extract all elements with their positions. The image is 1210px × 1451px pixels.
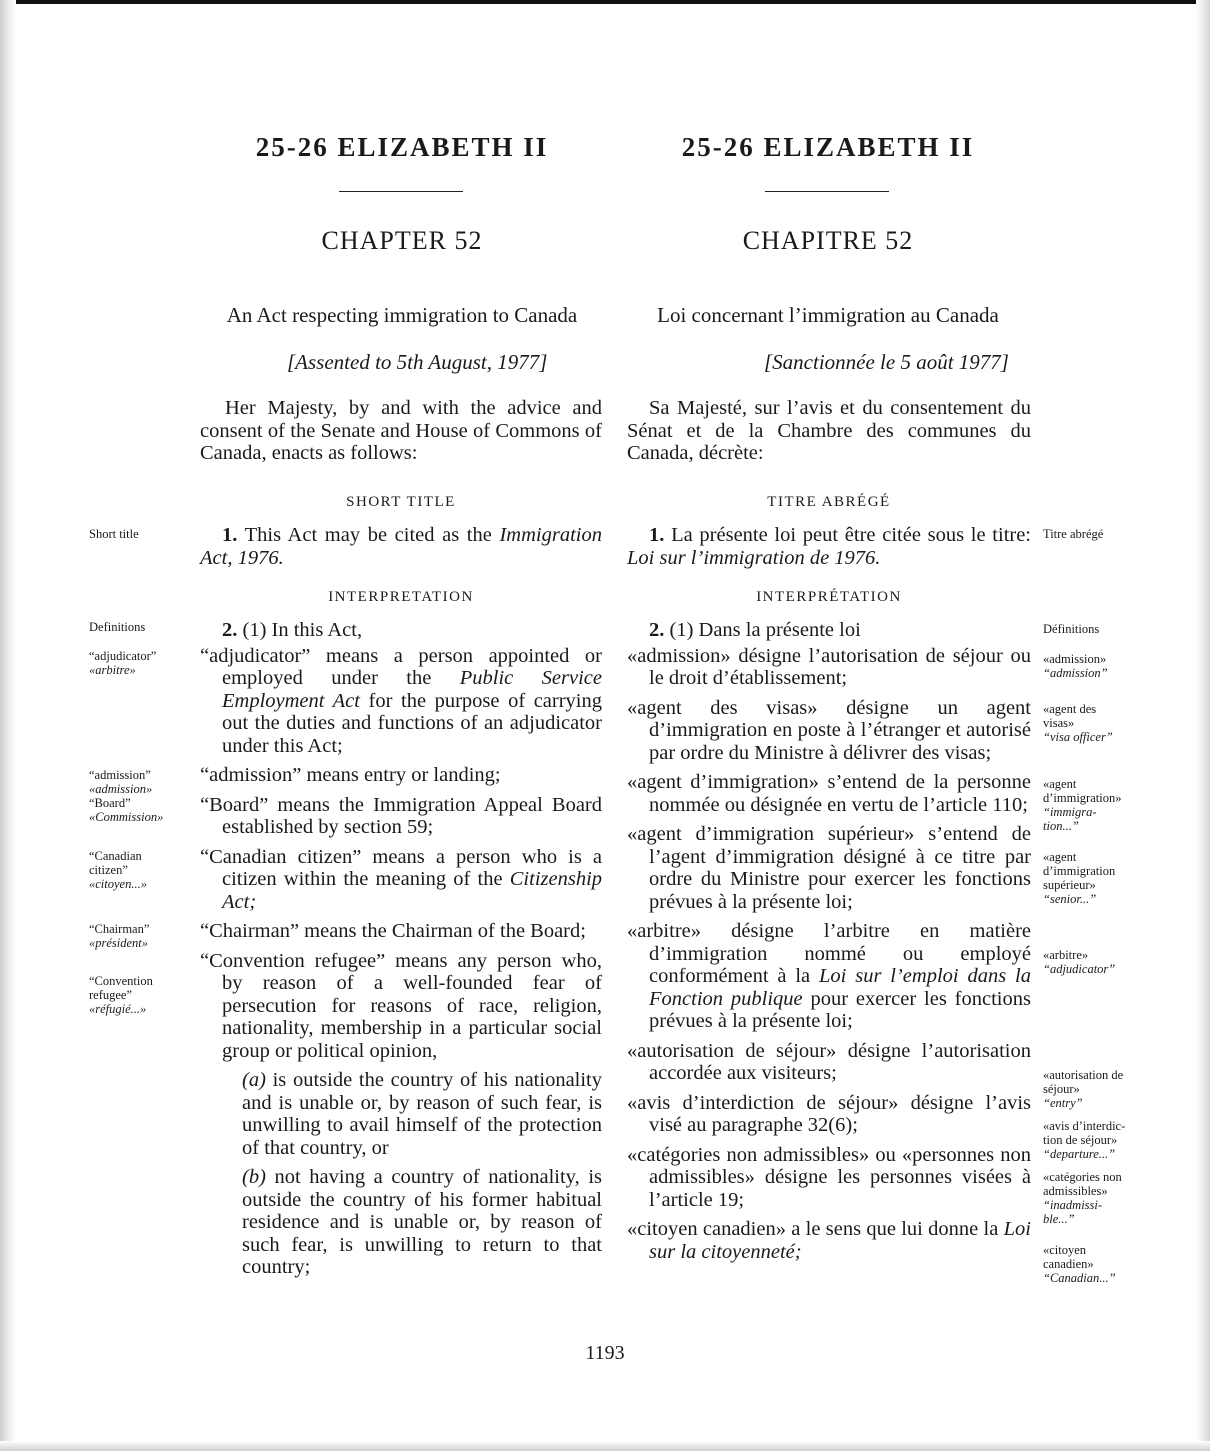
def-text: «arbitre» désigne l’arbitre en matière d’immigration nommé ou employé conformément à la: [627, 920, 1031, 987]
page-top-edge: [0, 0, 1210, 4]
note-fr: «agent: [1043, 777, 1077, 791]
def-text: pour exercer les fonctions prévues à la présente loi;: [649, 987, 1031, 1032]
section-number: 2.: [222, 619, 238, 641]
note-fr: «agent des: [1043, 702, 1097, 716]
english-enacting-clause: [200, 397, 602, 465]
note-en: “immigra-: [1043, 805, 1097, 819]
english-chapter: CHAPTER 52: [321, 226, 483, 255]
note-en: citizen”: [89, 863, 128, 877]
def-citation: Public Service Employment Act: [222, 667, 602, 712]
note-fr: «président»: [89, 936, 149, 950]
note-en: “admission”: [1043, 666, 1108, 680]
note-en: ble...”: [1043, 1212, 1075, 1226]
paragraph-text: not having a country of nationality, is outside the country of his former habitual residence and is unable or, by reason of such fear, is unwilling to return to that country;: [242, 1166, 602, 1278]
definition-categories: «catégories non admissibles» ou «personnes non admissibles» désigne les personnes visées à l’article 19;: [627, 1143, 1031, 1211]
definition-convention-refugee: “Convention refugee” means any person who, by reason of a well-founded fear of persecution for reasons of race, religion, nationality, membership in a particular social group or political opinion,: [200, 949, 602, 1062]
margin-agent-immigration: [1043, 777, 1121, 833]
french-section-1: [627, 524, 1031, 569]
note-en: “adjudicator”: [89, 649, 157, 663]
section-text: This Act may be cited as the: [244, 524, 492, 546]
definition-board: “Board” means the Immigration Appeal Board established by section 59;: [200, 793, 602, 838]
note-fr: «catégories non: [1043, 1170, 1122, 1184]
note-fr: «arbitre»: [89, 663, 136, 677]
english-section-1: [200, 524, 602, 569]
note-fr: «réfugié...»: [89, 1002, 147, 1016]
french-header-rule: [765, 191, 889, 192]
margin-short-title: Short title: [89, 527, 139, 541]
note-fr: «avis d’interdic-: [1043, 1119, 1126, 1133]
note-fr: «admission»: [1043, 652, 1107, 666]
note-fr: d’immigration: [1043, 864, 1116, 878]
note-en: “senior...”: [1043, 892, 1097, 906]
definition-agent-immigration: «agent d’immigration» s’entend de la personne nommée ou désignée en vertu de l’article 110;: [627, 771, 1031, 816]
paragraph-label: (a): [242, 1069, 266, 1091]
definition-admission: «admission» désigne l’autorisation de séjour ou le droit d’établissement;: [627, 644, 1031, 689]
english-enactment-text: Her Majesty, by and with the advice and consent of the Senate and House of Commons of Canada, enacts as follows:: [200, 397, 602, 464]
refugee-paragraph-a: [200, 1069, 602, 1159]
section-number: 1.: [222, 524, 238, 546]
english-header-rule: [339, 191, 463, 192]
definition-adjudicator: [200, 645, 602, 758]
definition-admission: “admission” means entry or landing;: [200, 764, 501, 786]
english-definitions: [200, 619, 602, 1279]
margin-definitions-fr: Définitions: [1043, 622, 1100, 636]
definition-agent-superieur: «agent d’immigration supérieur» s’entend de l’agent d’immigration désigné à ce titre par ordre du Ministre pour exercer les fonctions prévues à la présente loi;: [627, 823, 1031, 913]
french-chapter: CHAPITRE 52: [742, 226, 914, 255]
note-fr: supérieur»: [1043, 878, 1096, 892]
section-intro: (1) In this Act,: [242, 619, 363, 641]
note-fr: d’immigration»: [1043, 791, 1122, 805]
margin-agent-superieur: [1043, 850, 1115, 906]
note-en: “inadmissi-: [1043, 1198, 1103, 1212]
french-interpretation-heading: INTERPRÉTATION: [756, 589, 902, 605]
margin-agent-visas: [1043, 702, 1113, 744]
act-citation: Immigration Act, 1976.: [200, 524, 602, 569]
margin-adjudicator: [89, 649, 156, 677]
margin-admission-fr: [1043, 652, 1108, 680]
definition-autorisation: «autorisation de séjour» désigne l’autorisation accordée aux visiteurs;: [627, 1039, 1031, 1084]
french-enactment-text: Sa Majesté, sur l’avis et du consentement du Sénat et de la Chambre des communes du Canada, décrète:: [627, 397, 1031, 464]
note-en: tion...”: [1043, 819, 1079, 833]
note-en: “admission”: [89, 768, 151, 782]
note-fr: «agent: [1043, 850, 1077, 864]
note-fr: «citoyen...»: [89, 877, 147, 891]
french-act-title: Loi concernant l’immigration au Canada: [657, 303, 999, 327]
section-number: 2.: [649, 619, 665, 641]
definition-arbitre: [627, 920, 1031, 1033]
definition-chairman: “Chairman” means the Chairman of the Board;: [200, 920, 586, 942]
page-edge-shadow: [1196, 0, 1210, 1451]
note-en: “adjudicator”: [1043, 962, 1116, 976]
margin-convention-refugee: [89, 974, 153, 1016]
french-definitions: [627, 619, 1031, 1263]
french-enacting-clause: [627, 397, 1031, 465]
page-number: 1193: [585, 1342, 625, 1364]
french-short-title-heading: TITRE ABRÉGÉ: [767, 494, 891, 510]
french-assent: [Sanctionnée le 5 août 1977]: [764, 350, 1009, 374]
note-fr: «arbitre»: [1043, 948, 1089, 962]
note-en: “Convention: [89, 974, 153, 988]
note-fr: «Commission»: [89, 810, 164, 824]
margin-definitions: Definitions: [89, 620, 146, 634]
english-act-title: An Act respecting immigration to Canada: [226, 303, 578, 327]
refugee-paragraph-b: [200, 1166, 602, 1279]
page-bottom-shadow: [0, 1441, 1210, 1451]
section-intro: (1) Dans la présente loi: [669, 619, 861, 641]
def-text: «citoyen canadien» a le sens que lui donne la: [627, 1218, 999, 1240]
margin-avis: [1043, 1119, 1125, 1161]
note-en: “visa officer”: [1043, 730, 1113, 744]
definition-agent-visas: «agent des visas» désigne un agent d’immigration en poste à l’étranger et autorisé par ordre du Ministre à délivrer des visas;: [627, 696, 1031, 764]
note-en: “Chairman”: [89, 922, 150, 936]
english-header: 25-26 ELIZABETH II: [255, 132, 549, 162]
note-fr: admissibles»: [1043, 1184, 1108, 1198]
binding-shadow: [0, 0, 16, 1451]
french-header: 25-26 ELIZABETH II: [681, 132, 975, 162]
definition-citoyen: [627, 1218, 1031, 1263]
note-fr: «citoyen: [1043, 1243, 1087, 1257]
section-text: La présente loi peut être citée sous le titre:: [671, 524, 1032, 546]
def-text: “adjudicator” means a person appointed or employed under the: [200, 644, 602, 689]
note-en: “Canadian: [89, 849, 142, 863]
note-fr: tion de séjour»: [1043, 1133, 1118, 1147]
note-fr: «autorisation de: [1043, 1068, 1124, 1082]
english-interpretation-heading: INTERPRETATION: [328, 589, 474, 605]
note-en: “departure...”: [1043, 1147, 1116, 1161]
margin-citoyen: [1043, 1243, 1116, 1285]
def-text: for the purpose of carrying out the duties and functions of an adjudicator under this Act;: [222, 689, 603, 757]
margin-autorisation: [1043, 1068, 1123, 1110]
note-fr: séjour»: [1043, 1082, 1080, 1096]
note-en: “Board”: [89, 796, 131, 810]
section-number: 1.: [649, 524, 665, 546]
note-en: “Canadian...”: [1043, 1271, 1116, 1285]
note-fr: canadien»: [1043, 1257, 1094, 1271]
definition-avis: «avis d’interdiction de séjour» désigne l’avis visé au paragraphe 32(6);: [627, 1091, 1031, 1136]
margin-categories: [1043, 1170, 1122, 1226]
act-citation: Loi sur l’immigration de 1976.: [627, 546, 881, 569]
definition-canadian-citizen: [200, 846, 602, 914]
margin-arbitre: [1043, 948, 1115, 976]
note-en: “entry”: [1043, 1096, 1083, 1110]
def-citation: Loi sur l’emploi dans la Fonction publique: [649, 965, 1031, 1010]
def-citation: Loi sur la citoyenneté;: [649, 1218, 1032, 1263]
english-assent: [Assented to 5th August, 1977]: [287, 350, 548, 374]
english-short-title-heading: SHORT TITLE: [346, 494, 456, 510]
margin-titre-abrege: Titre abrégé: [1043, 527, 1104, 541]
def-text: “Canadian citizen” means a person who is a citizen within the meaning of the: [200, 845, 602, 890]
margin-admission: [89, 768, 163, 824]
note-fr: «admission»: [89, 782, 153, 796]
note-fr: visas»: [1043, 716, 1075, 730]
margin-canadian-citizen: [89, 849, 147, 891]
paragraph-label: (b): [242, 1166, 266, 1188]
note-en: refugee”: [89, 988, 133, 1002]
margin-chairman: [89, 922, 149, 950]
def-citation: Citizenship Act;: [222, 868, 603, 913]
paragraph-text: is outside the country of his nationality and is unable or, by reason of such fear, is unwilling to avail himself of the protection of that country, or: [242, 1069, 603, 1159]
